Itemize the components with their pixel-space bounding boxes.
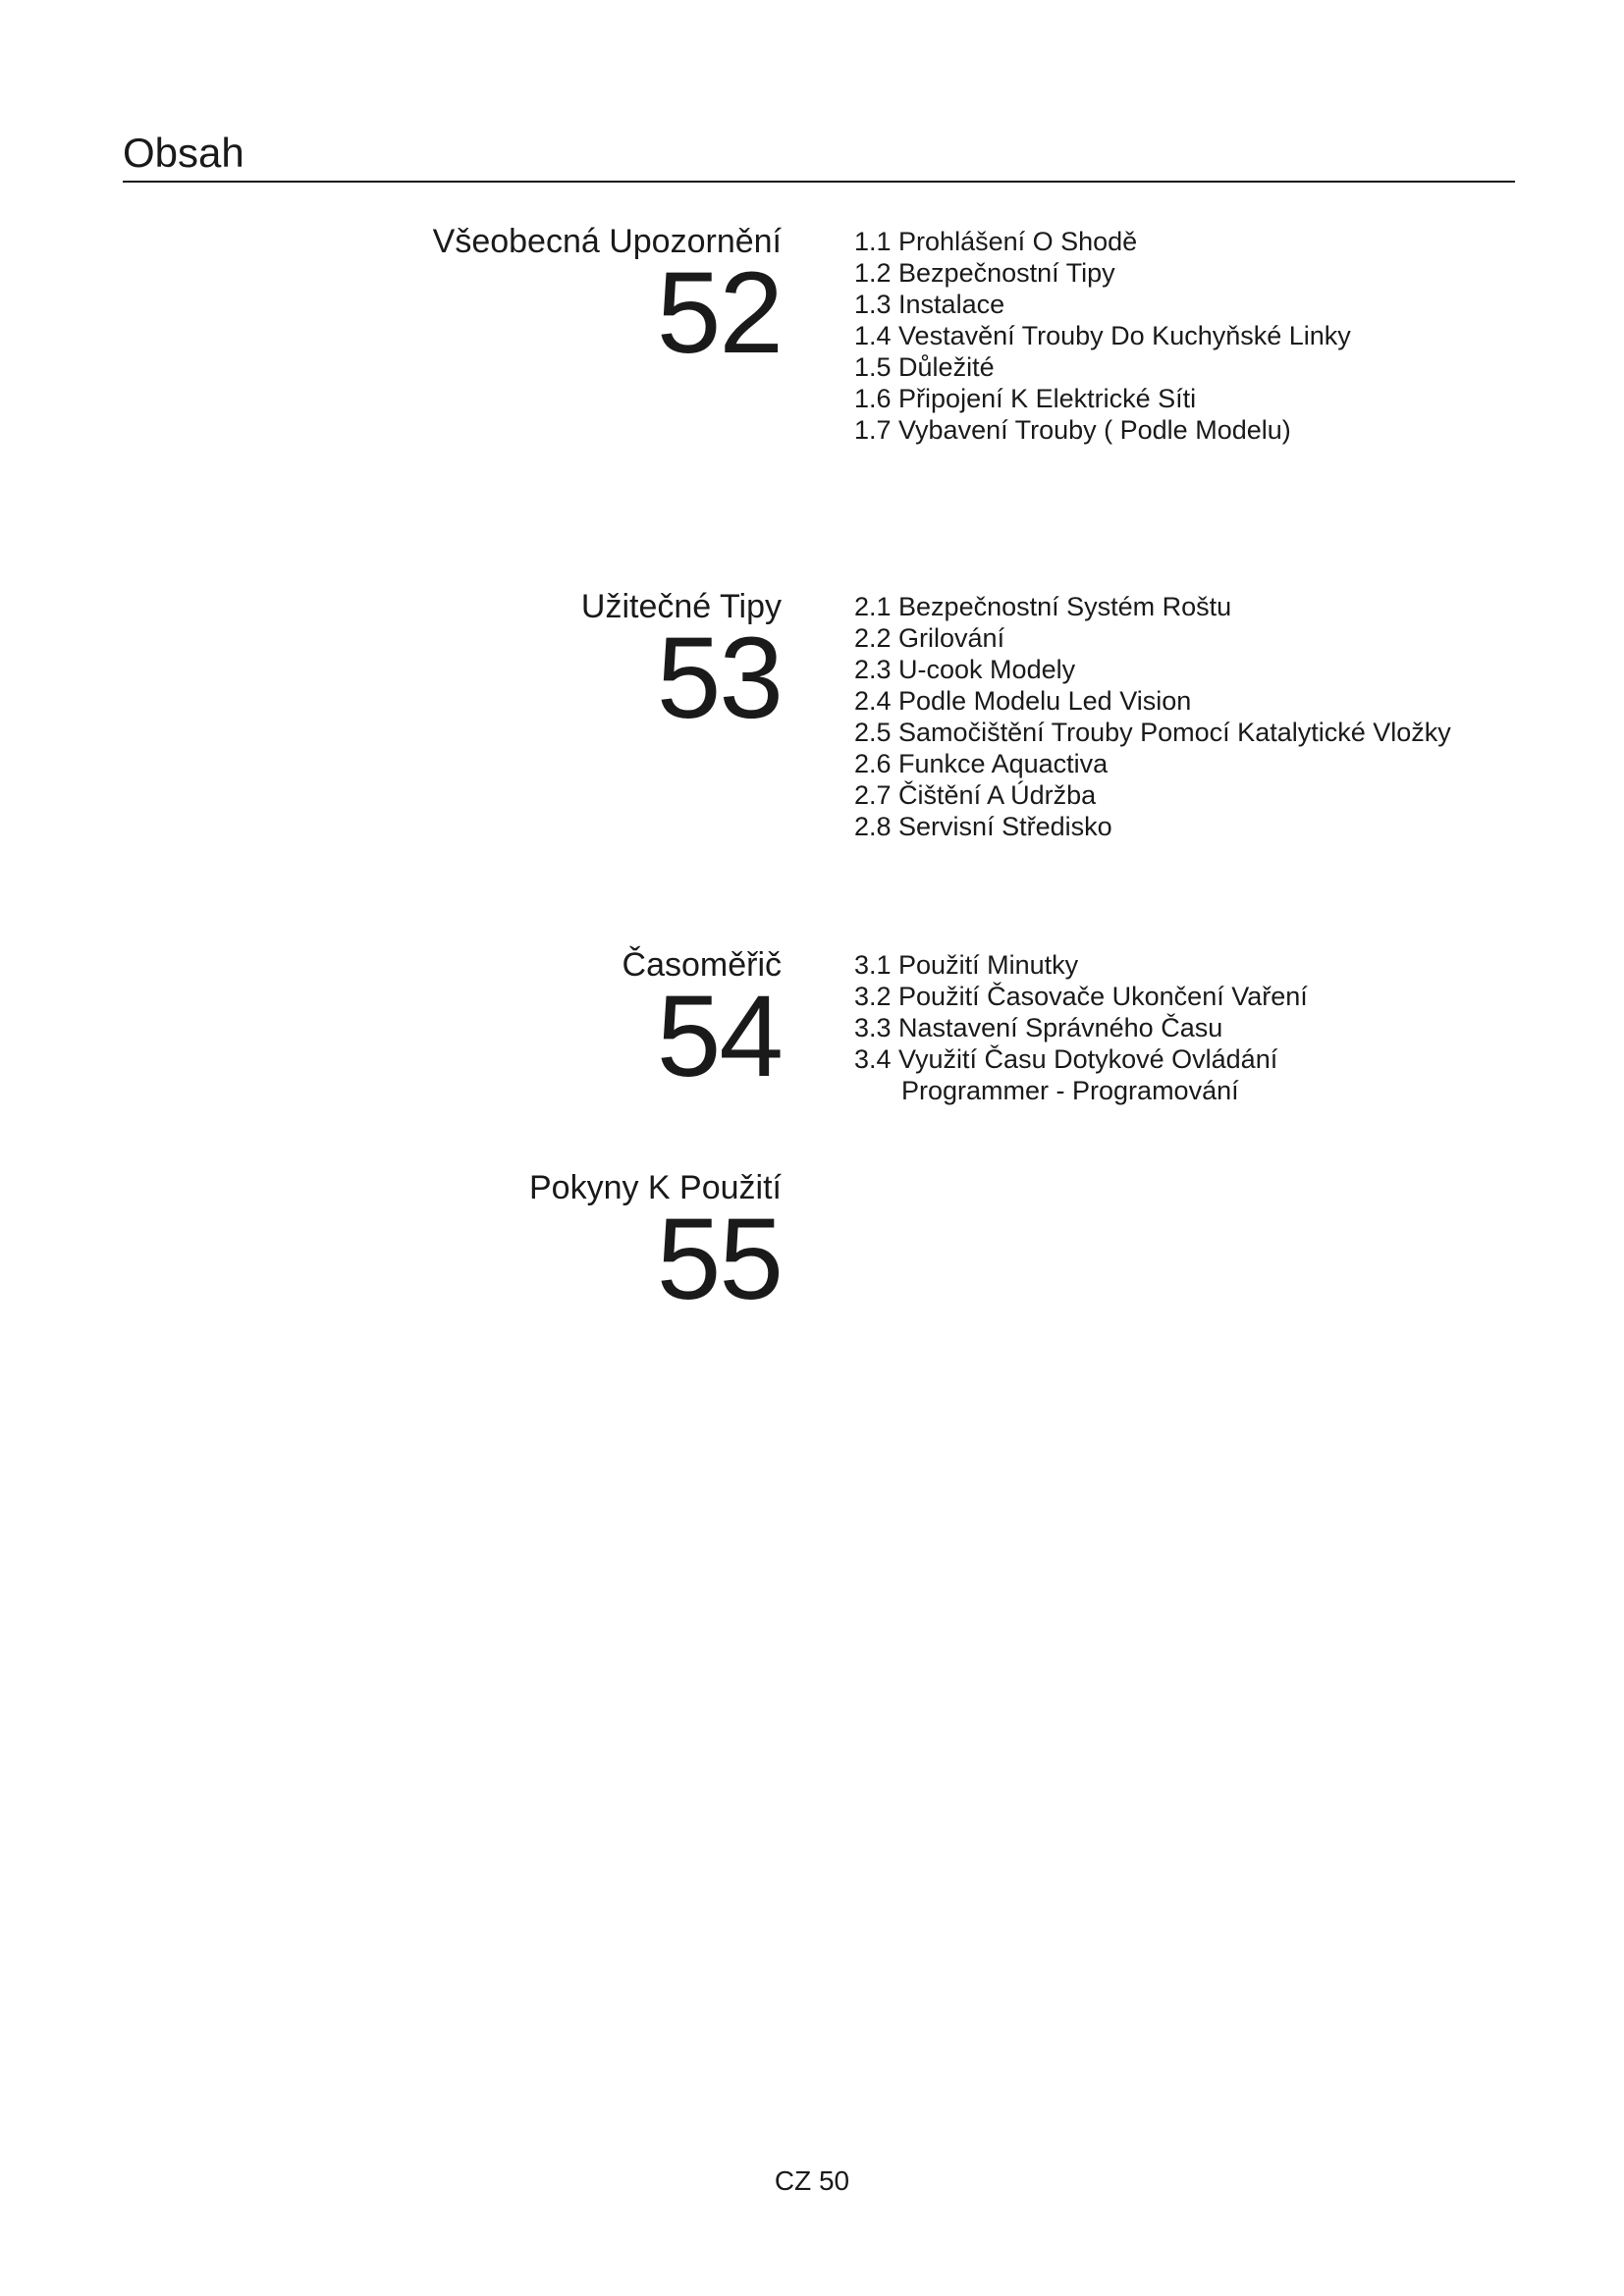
section-item-list (854, 226, 1351, 446)
toc-item[interactable]: 1.2 Bezpečnostní Tipy (854, 258, 1115, 288)
toc-item[interactable]: 2.1 Bezpečnostní Systém Roštu (854, 592, 1232, 621)
toc-item[interactable]: 3.1 Použití Minutky (854, 950, 1079, 980)
toc-item[interactable]: 3.4 Využití Času Dotykové Ovládání (854, 1044, 1278, 1074)
toc-item[interactable]: 3.3 Nastavení Správného Času (854, 1013, 1223, 1042)
toc-item-continuation-text[interactable]: Programmer - Programování (901, 1076, 1239, 1105)
toc-item[interactable]: 1.3 Instalace (854, 290, 1005, 319)
section-page-number[interactable]: 54 (656, 972, 782, 1101)
section-item-list (854, 949, 1308, 1106)
section-item-list (854, 591, 1451, 842)
section-heading: Časoměřič (622, 946, 782, 984)
toc-item[interactable]: 2.3 U-cook Modely (854, 655, 1076, 684)
section-heading: Pokyny K Použití (528, 1169, 782, 1206)
toc-item[interactable]: 1.6 Připojení K Elektrické Síti (854, 384, 1197, 413)
section-page-number[interactable]: 52 (656, 248, 782, 378)
page-footer: CZ 50 (774, 2165, 850, 2196)
toc-item[interactable]: 2.6 Funkce Aquactiva (854, 749, 1109, 778)
page-title: Obsah (123, 130, 244, 176)
title-divider (123, 181, 1515, 183)
section-heading: Užitečné Tipy (580, 588, 782, 625)
section-heading: Všeobecná Upozornění (432, 223, 782, 260)
section-page-number[interactable]: 53 (656, 614, 782, 743)
toc-item[interactable]: 1.5 Důležité (854, 352, 995, 382)
toc-item[interactable]: 2.8 Servisní Středisko (854, 812, 1112, 841)
toc-item-continuation (854, 1075, 1308, 1106)
toc-item[interactable]: 1.1 Prohlášení O Shodě (854, 227, 1138, 256)
toc-item[interactable]: 2.7 Čištění A Údržba (854, 780, 1097, 810)
toc-item[interactable]: 2.5 Samočištění Trouby Pomocí Katalytické Vložky (854, 718, 1451, 747)
toc-item[interactable]: 3.2 Použití Časovače Ukončení Vaření (854, 982, 1308, 1011)
toc-item[interactable]: 2.2 Grilování (854, 623, 1005, 653)
toc-item[interactable]: 1.7 Vybavení Trouby ( Podle Modelu) (854, 415, 1291, 445)
section-page-number[interactable]: 55 (656, 1195, 782, 1324)
toc-item[interactable]: 1.4 Vestavění Trouby Do Kuchyňské Linky (854, 321, 1351, 350)
toc-item[interactable]: 2.4 Podle Modelu Led Vision (854, 686, 1192, 716)
